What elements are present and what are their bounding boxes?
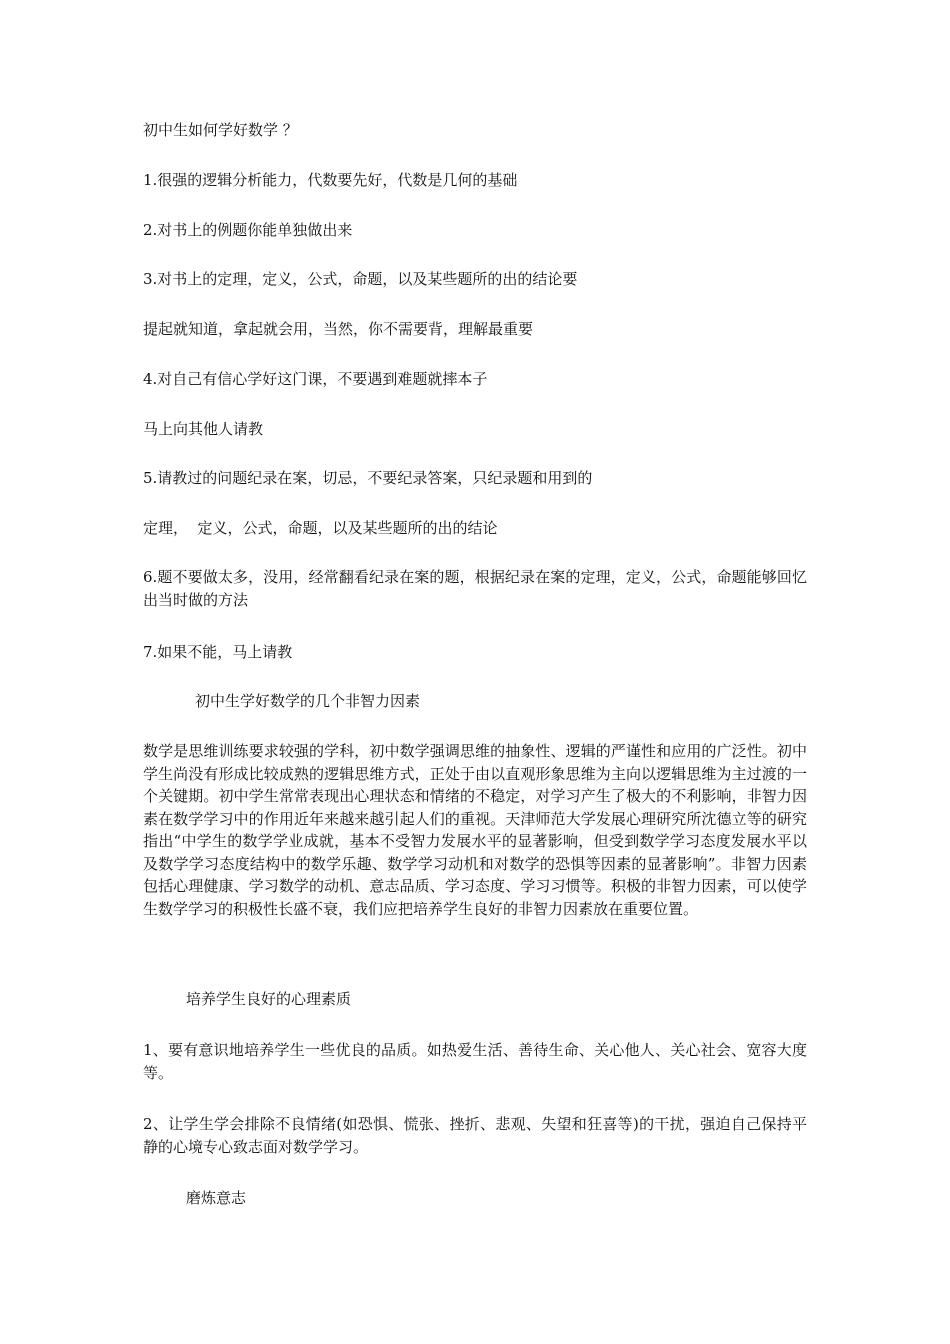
tip-3: 3.对书上的定理，定义，公式，命题，以及某些题所的出的结论要 (143, 270, 578, 288)
tip-3-continued: 提起就知道，拿起就会用，当然，你不需要背，理解最重要 (143, 320, 534, 338)
intro-paragraph: 数学是思维训练要求较强的学科，初中数学强调思维的抽象性、逻辑的严谨性和应用的广泛性。初中学生尚没有形成比较成熟的逻辑思维方式，正处于由以直观形象思维为主向以逻辑思维为主过渡的一个关键期。初中学生常常表现出心理状态和情绪的不稳定，对学习产生了极大的不利影响，非智力因素在数学学习中的作用近年来越来越引起人们的重视。天津师范大学发展心理研究所沈德立等的研究指出“中学生的数学学业成就，基本不受智力发展水平的显著影响，但受到数学学习态度发展水平以及数学学习态度结构中的数学乐趣、数学学习动机和对数学的恐惧等因素的显著影响”。非智力因素包括心理健康、学习数学的动机、意志品质、学习态度、学习习惯等。积极的非智力因素，可以使学生数学学习的积极性长盛不衰，我们应把培养学生良好的非智力因素放在重要位置。 (143, 742, 807, 918)
tip-1: 1.很强的逻辑分析能力，代数要先好，代数是几何的基础 (143, 171, 518, 189)
document-title: 初中生如何学好数学 ？ (143, 121, 298, 139)
tip-4-continued: 马上向其他人请教 (143, 420, 264, 438)
tip-2: 2.对书上的例题你能单独做出来 (143, 221, 353, 239)
tip-5: 5.请教过的问题纪录在案，切忌，不要纪录答案，只纪录题和用到的 (143, 469, 593, 487)
subsection-title-psychology: 培养学生良好的心理素质 (186, 990, 352, 1008)
point-2: 2、让学生学会排除不良情绪(如恐惧、慌张、挫折、悲观、失望和狂喜等)的干扰，强迫自己保持平静的心境专心致志面对数学学习。 (143, 1115, 807, 1156)
tip-5-continued: 定理， 定义，公式，命题，以及某些题所的出的结论 (143, 519, 498, 537)
point-1: 1、要有意识地培养学生一些优良的品质。如热爱生活、善待生命、关心他人、关心社会、宽容大度等。 (143, 1041, 807, 1082)
tip-4: 4.对自己有信心学好这门课，不要遇到难题就摔本子 (143, 370, 488, 388)
section-title: 初中生学好数学的几个非智力因素 (195, 692, 421, 710)
tip-6: 6.题不要做太多，没用，经常翻看纪录在案的题，根据纪录在案的定理，定义，公式，命题能够回忆出当时做的方法 (143, 568, 807, 609)
subsection-title-willpower: 磨炼意志 (186, 1189, 247, 1207)
tip-7: 7.如果不能，马上请教 (143, 643, 293, 661)
